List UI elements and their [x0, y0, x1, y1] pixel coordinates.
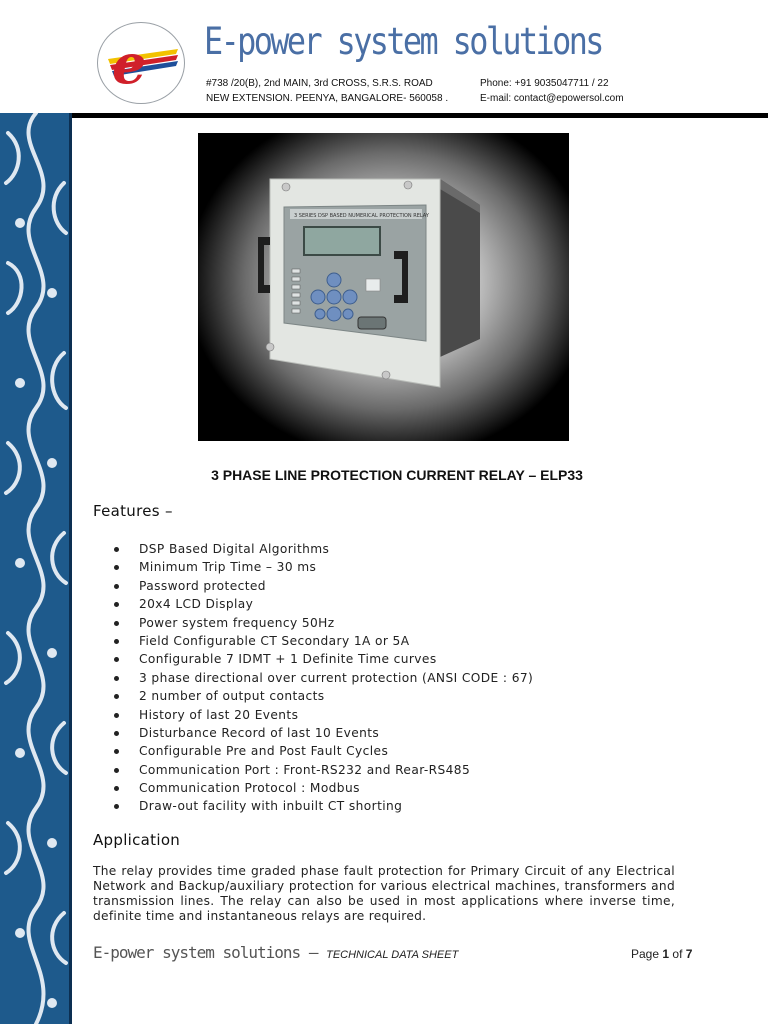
phone-text: Phone: +91 9035047711 / 22 — [480, 78, 609, 89]
page-of: of — [672, 947, 683, 961]
bullet-icon — [114, 565, 119, 570]
bullet-icon — [114, 676, 119, 681]
features-heading: Features – — [93, 502, 173, 520]
product-photo — [198, 133, 569, 441]
list-item: DSP Based Digital Algorithms — [114, 540, 533, 558]
list-item: Password protected — [114, 577, 533, 595]
relay-device-illustration — [198, 133, 569, 441]
address-line-1: #738 /20(B), 2nd MAIN, 3rd CROSS, S.R.S. ROAD — [206, 78, 433, 89]
list-item: Configurable 7 IDMT + 1 Definite Time curves — [114, 650, 533, 668]
header-divider — [72, 113, 768, 118]
page-number — [631, 947, 692, 961]
page-label: Page — [631, 947, 660, 961]
bullet-icon — [114, 786, 119, 791]
bullet-icon — [114, 639, 119, 644]
page-current: 1 — [662, 947, 670, 961]
company-address — [206, 76, 448, 106]
bullet-icon — [114, 694, 119, 699]
e-logo-icon — [98, 23, 184, 103]
band-edge — [69, 113, 72, 1024]
application-heading: Application — [93, 831, 181, 849]
list-item: Minimum Trip Time – 30 ms — [114, 558, 533, 576]
bullet-icon — [114, 602, 119, 607]
list-item: Configurable Pre and Post Fault Cycles — [114, 742, 533, 760]
list-item: Disturbance Record of last 10 Events — [114, 724, 533, 742]
company-contact — [480, 76, 624, 106]
email-text: E-mail: contact@epowersol.com — [480, 93, 624, 104]
svg-text:e: e — [112, 32, 147, 96]
company-name: E-power system solutions — [204, 20, 602, 63]
list-item: Draw-out facility with inbuilt CT shorting — [114, 797, 533, 815]
bullet-icon — [114, 768, 119, 773]
bullet-icon — [114, 804, 119, 809]
footer-subtitle: TECHNICAL DATA SHEET — [326, 949, 459, 961]
list-item: 2 number of output contacts — [114, 687, 533, 705]
bullet-icon — [114, 749, 119, 754]
floral-pattern-icon — [0, 113, 72, 1024]
bullet-icon — [114, 713, 119, 718]
address-line-2: NEW EXTENSION. PEENYA, BANGALORE- 560058 . — [206, 93, 449, 104]
company-logo — [97, 22, 185, 104]
list-item: Communication Port : Front-RS232 and Rear-RS485 — [114, 761, 533, 779]
bullet-icon — [114, 731, 119, 736]
page-total: 7 — [685, 947, 693, 961]
device-panel-label: 3 SERIES DSP BASED NUMERICAL PROTECTION RELAY — [294, 213, 429, 219]
product-title: 3 PHASE LINE PROTECTION CURRENT RELAY – ELP33 — [211, 467, 583, 483]
bullet-icon — [114, 547, 119, 552]
list-item: 3 phase directional over current protection (ANSI CODE : 67) — [114, 669, 533, 687]
list-item: History of last 20 Events — [114, 706, 533, 724]
footer-title — [93, 943, 458, 962]
application-paragraph: The relay provides time graded phase fault protection for Primary Circuit of any Electrical Network and Backup/auxiliary protection for various electrical machines, transformers and transmission lines. The relay can also be used in most applications where inverse time, definite time and instantaneous relays are required. — [93, 864, 675, 923]
bullet-icon — [114, 621, 119, 626]
bullet-icon — [114, 657, 119, 662]
footer-brand: E-power system solutions – — [93, 943, 318, 962]
list-item: 20x4 LCD Display — [114, 595, 533, 613]
list-item: Communication Protocol : Modbus — [114, 779, 533, 797]
decorative-side-band — [0, 113, 72, 1024]
list-item: Field Configurable CT Secondary 1A or 5A — [114, 632, 533, 650]
features-list — [114, 540, 533, 816]
page-header — [0, 0, 768, 118]
list-item: Power system frequency 50Hz — [114, 614, 533, 632]
bullet-icon — [114, 584, 119, 589]
